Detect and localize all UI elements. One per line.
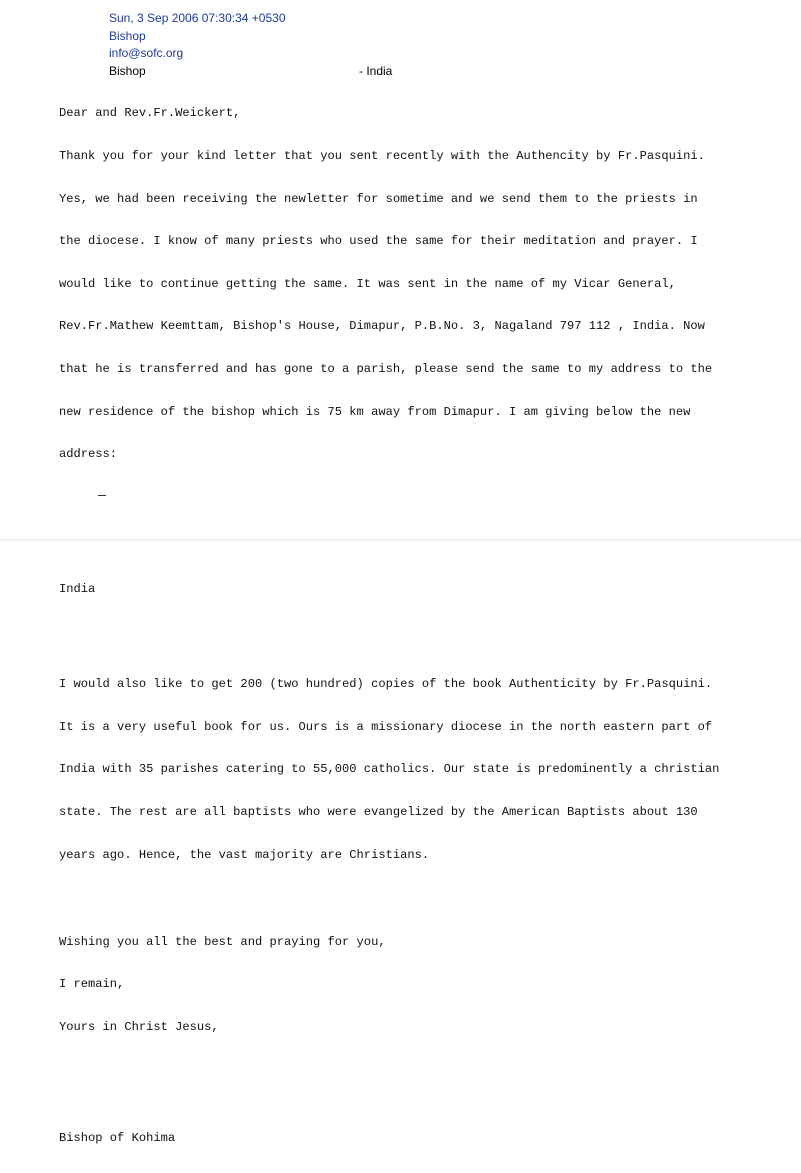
- para1-line: Thank you for your kind letter that you sent recently with the Authencity by Fr.Pasquini.: [59, 149, 705, 163]
- signature: Bishop of Kohima: [59, 1130, 176, 1145]
- para2-line: years ago. Hence, the vast majority are Christians.: [59, 847, 430, 862]
- paragraph-gap: [59, 625, 794, 649]
- para1-line: new residence of the bishop which is 75 km away from Dimapur. I am giving below the new: [59, 404, 691, 419]
- closing-line: Wishing you all the best and praying for you,: [59, 934, 386, 949]
- address-gap: [59, 490, 794, 554]
- para1-line: would like to continue getting the same. It was sent in the name of my Vicar General,: [59, 276, 676, 291]
- date-row: [0, 10, 420, 28]
- closing-line: Yours in Christ Jesus,: [59, 1019, 219, 1034]
- para2-line: state. The rest are all baptists who were evangelized by the American Baptists about 130: [59, 804, 698, 819]
- from-value: Bishop: [109, 28, 146, 43]
- from-row: [0, 28, 420, 46]
- para1-line: the diocese. I know of many priests who used the same for their meditation and prayer. I: [59, 234, 698, 249]
- para2-line: It is a very useful book for us. Ours is a missionary diocese in the north eastern part of: [59, 719, 713, 734]
- signature-mark: [98, 495, 106, 496]
- para2-line: India with 35 parishes catering to 55,000 catholics. Our state is predominently a christian: [59, 762, 720, 777]
- signature-gap: [59, 1062, 794, 1102]
- para1-line: Yes, we had been receiving the newletter for sometime and we send them to the priests in: [59, 191, 698, 206]
- subject-value: Bishop: [109, 63, 146, 78]
- greeting: Dear and Rev.Fr.Weickert,: [59, 106, 241, 121]
- address-country: India: [59, 582, 96, 597]
- letter-body: [59, 78, 794, 1173]
- para1-line: Rev.Fr.Mathew Keemttam, Bishop's House, Dimapur, P.B.No. 3, Nagaland 797 112 , India. Now: [59, 319, 705, 334]
- para2-line: I would also like to get 200 (two hundred) copies of the book Authenticity by Fr.Pasquini.: [59, 677, 713, 692]
- to-row: [0, 45, 420, 63]
- para1-line: that he is transferred and has gone to a parish, please send the same to my address to the: [59, 361, 713, 376]
- closing-line: I remain,: [59, 977, 125, 992]
- email-header: [0, 10, 420, 80]
- subject-extra: - India: [359, 63, 393, 78]
- date-value: Sun, 3 Sep 2006 07:30:34 +0530: [109, 11, 286, 25]
- para1-line: address:: [59, 447, 118, 462]
- scan-edge: [0, 537, 801, 541]
- closing-gap: [59, 890, 794, 906]
- to-value: info@sofc.org: [109, 46, 184, 60]
